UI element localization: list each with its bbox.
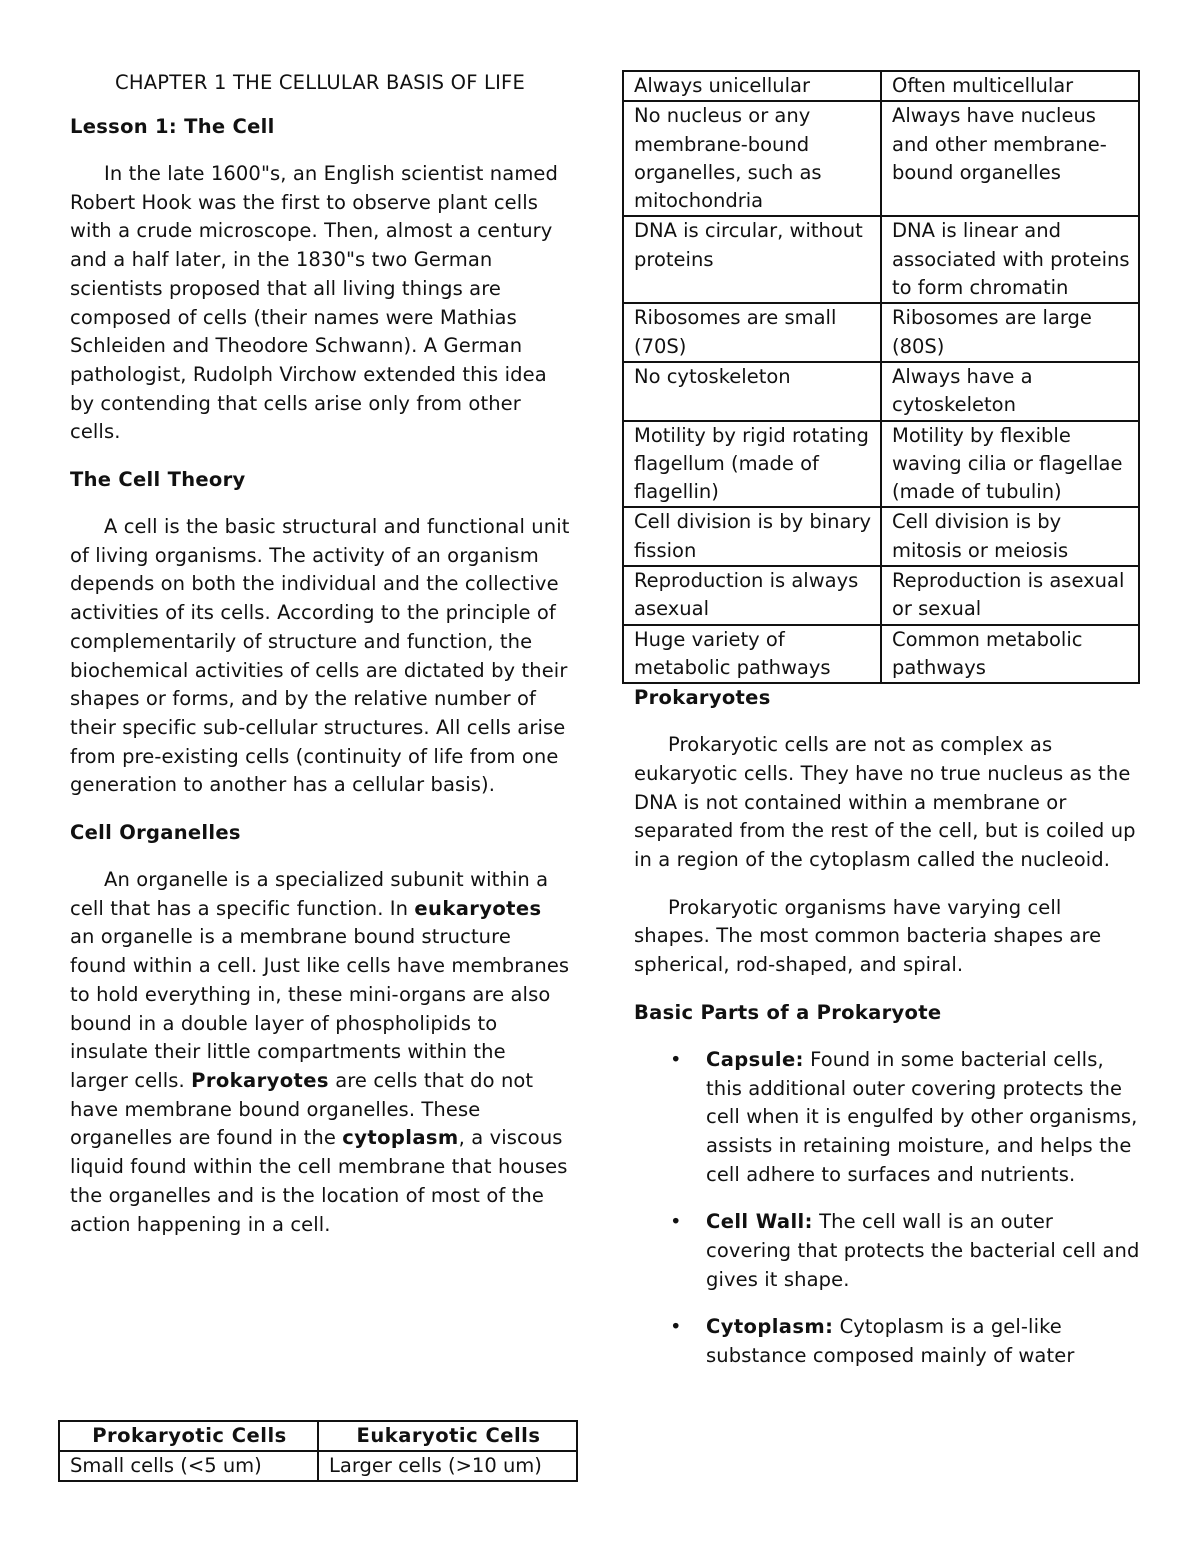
- table-row: [623, 216, 1139, 303]
- part-description: Cytoplasm is a gel-like substance composed mainly of water: [706, 1315, 1075, 1368]
- table-cell: Common metabolic pathways: [881, 625, 1139, 684]
- part-description: The cell wall is an outer covering that protects the bacterial cell and gives it shape.: [706, 1210, 1140, 1291]
- cell-theory-heading: The Cell Theory: [70, 468, 246, 492]
- prokaryotic-header: Prokaryotic Cells: [59, 1421, 318, 1451]
- table-cell: Small cells (<5 um): [59, 1451, 318, 1481]
- prokaryotes-paragraph-2: Prokaryotic organisms have varying cell shapes. The most common bacteria shapes are spherical, rod-shaped, and spiral.: [634, 895, 1102, 977]
- table-cell: Huge variety of metabolic pathways: [623, 625, 881, 684]
- table-cell: Reproduction is always asexual: [623, 566, 881, 625]
- table-cell: Motility by flexible waving cilia or flagellae (made of tubulin): [881, 421, 1139, 508]
- table-row: [623, 566, 1139, 625]
- table-row: [623, 625, 1139, 684]
- organelles-heading: Cell Organelles: [70, 821, 241, 845]
- bullet-icon: •: [670, 1047, 682, 1071]
- part-term: Cytoplasm:: [706, 1315, 834, 1339]
- part-description: Found in some bacterial cells, this additional outer covering protects the cell when it is engulfed by other organisms, assists in retaining moisture, and helps the cell adhere to surfaces and nutrients.: [706, 1047, 1138, 1186]
- table-cell: Always have a cytoskeleton: [881, 362, 1139, 421]
- table-cell: Always unicellular: [623, 71, 881, 101]
- bullet-icon: •: [670, 1315, 682, 1339]
- table-row: [623, 421, 1139, 508]
- organelles-text-3: are cells that do not have membrane bound organelles. These organelles are found in the: [70, 1068, 534, 1150]
- lesson-paragraph: In the late 1600"s, an English scientist named Robert Hook was the first to observe plant cells with a crude microscope. Then, almost a century and a half later, in the 1830"s two German scientists proposed that all living things are composed of cells (their names were Mathias Schleiden and Theodore Schwann). A German pathologist, Rudolph Virchow extended this idea by contending that cells arise only from other cells.: [70, 162, 558, 444]
- table-header-row: [59, 1421, 577, 1451]
- right-column: [622, 70, 1142, 1390]
- list-item: [634, 1313, 1142, 1370]
- table-row: [623, 362, 1139, 421]
- table-row: [623, 507, 1139, 566]
- comparison-table: [622, 70, 1140, 684]
- organelles-text-4: , a viscous liquid found within the cell membrane that houses the organelles and is the location of most of the action happening in a cell.: [70, 1126, 568, 1236]
- table-cell: Cell division is by binary fission: [623, 507, 881, 566]
- table-cell: Motility by rigid rotating flagellum (made of flagellin): [623, 421, 881, 508]
- prokaryotes-heading: Prokaryotes: [634, 686, 771, 710]
- table-cell: Larger cells (>10 um): [318, 1451, 577, 1481]
- organelles-paragraph: [70, 866, 570, 1239]
- table-cell: DNA is linear and associated with proteins to form chromatin: [881, 216, 1139, 303]
- table-cell: Ribosomes are small (70S): [623, 303, 881, 362]
- eukaryotes-term: eukaryotes: [414, 896, 542, 920]
- table-cell: DNA is circular, without proteins: [623, 216, 881, 303]
- list-item: [634, 1208, 1142, 1294]
- table-row: [623, 303, 1139, 362]
- prokaryotes-paragraph-1: Prokaryotic cells are not as complex as eukaryotic cells. They have no true nucleus as the DNA is not contained within a membrane or separated from the rest of the cell, but is coiled up in a region of the cytoplasm called the nucleoid.: [634, 733, 1136, 872]
- eukaryotic-header: Eukaryotic Cells: [318, 1421, 577, 1451]
- lesson-heading: Lesson 1: The Cell: [70, 115, 275, 138]
- table-cell: No nucleus or any membrane-bound organelles, such as mitochondria: [623, 101, 881, 216]
- basic-parts-heading: Basic Parts of a Prokaryote: [634, 1000, 942, 1024]
- table-row: [623, 71, 1139, 101]
- table-cell: No cytoskeleton: [623, 362, 881, 421]
- chapter-title: CHAPTER 1 THE CELLULAR BASIS OF LIFE: [115, 71, 525, 94]
- basic-parts-list: [634, 1046, 1142, 1371]
- table-row: [59, 1451, 577, 1481]
- prokaryotes-term: Prokaryotes: [191, 1068, 329, 1092]
- organelles-text-1: An organelle is a specialized subunit within a cell that has a specific function. In: [70, 868, 549, 920]
- organelles-text-2: an organelle is a membrane bound structure found within a cell. Just like cells have membranes to hold everything in, these mini-organs are also bound in a double layer of phospholipids to insulate their little compartments within the larger cells.: [70, 925, 570, 1092]
- part-term: Capsule:: [706, 1047, 804, 1071]
- bullet-icon: •: [670, 1210, 682, 1234]
- cell-theory-paragraph: A cell is the basic structural and functional unit of living organisms. The activity of an organism depends on both the individual and the collective activities of its cells. According to the principle of complementarily of structure and function, the biochemical activities of cells are dictated by their shapes or forms, and by the relative number of their specific sub-cellular structures. All cells arise from pre-existing cells (continuity of life from one generation to another has a cellular basis).: [70, 515, 570, 797]
- table-cell: Cell division is by mitosis or meiosis: [881, 507, 1139, 566]
- left-column: [70, 68, 570, 1258]
- table-cell: Often multicellular: [881, 71, 1139, 101]
- part-term: Cell Wall:: [706, 1210, 813, 1234]
- table-cell: Ribosomes are large (80S): [881, 303, 1139, 362]
- cytoplasm-term: cytoplasm: [342, 1126, 459, 1150]
- table-row: [623, 101, 1139, 216]
- list-item: [634, 1046, 1142, 1190]
- cell-size-table: [58, 1420, 578, 1482]
- table-cell: Always have nucleus and other membrane-bound organelles: [881, 101, 1139, 216]
- table-cell: Reproduction is asexual or sexual: [881, 566, 1139, 625]
